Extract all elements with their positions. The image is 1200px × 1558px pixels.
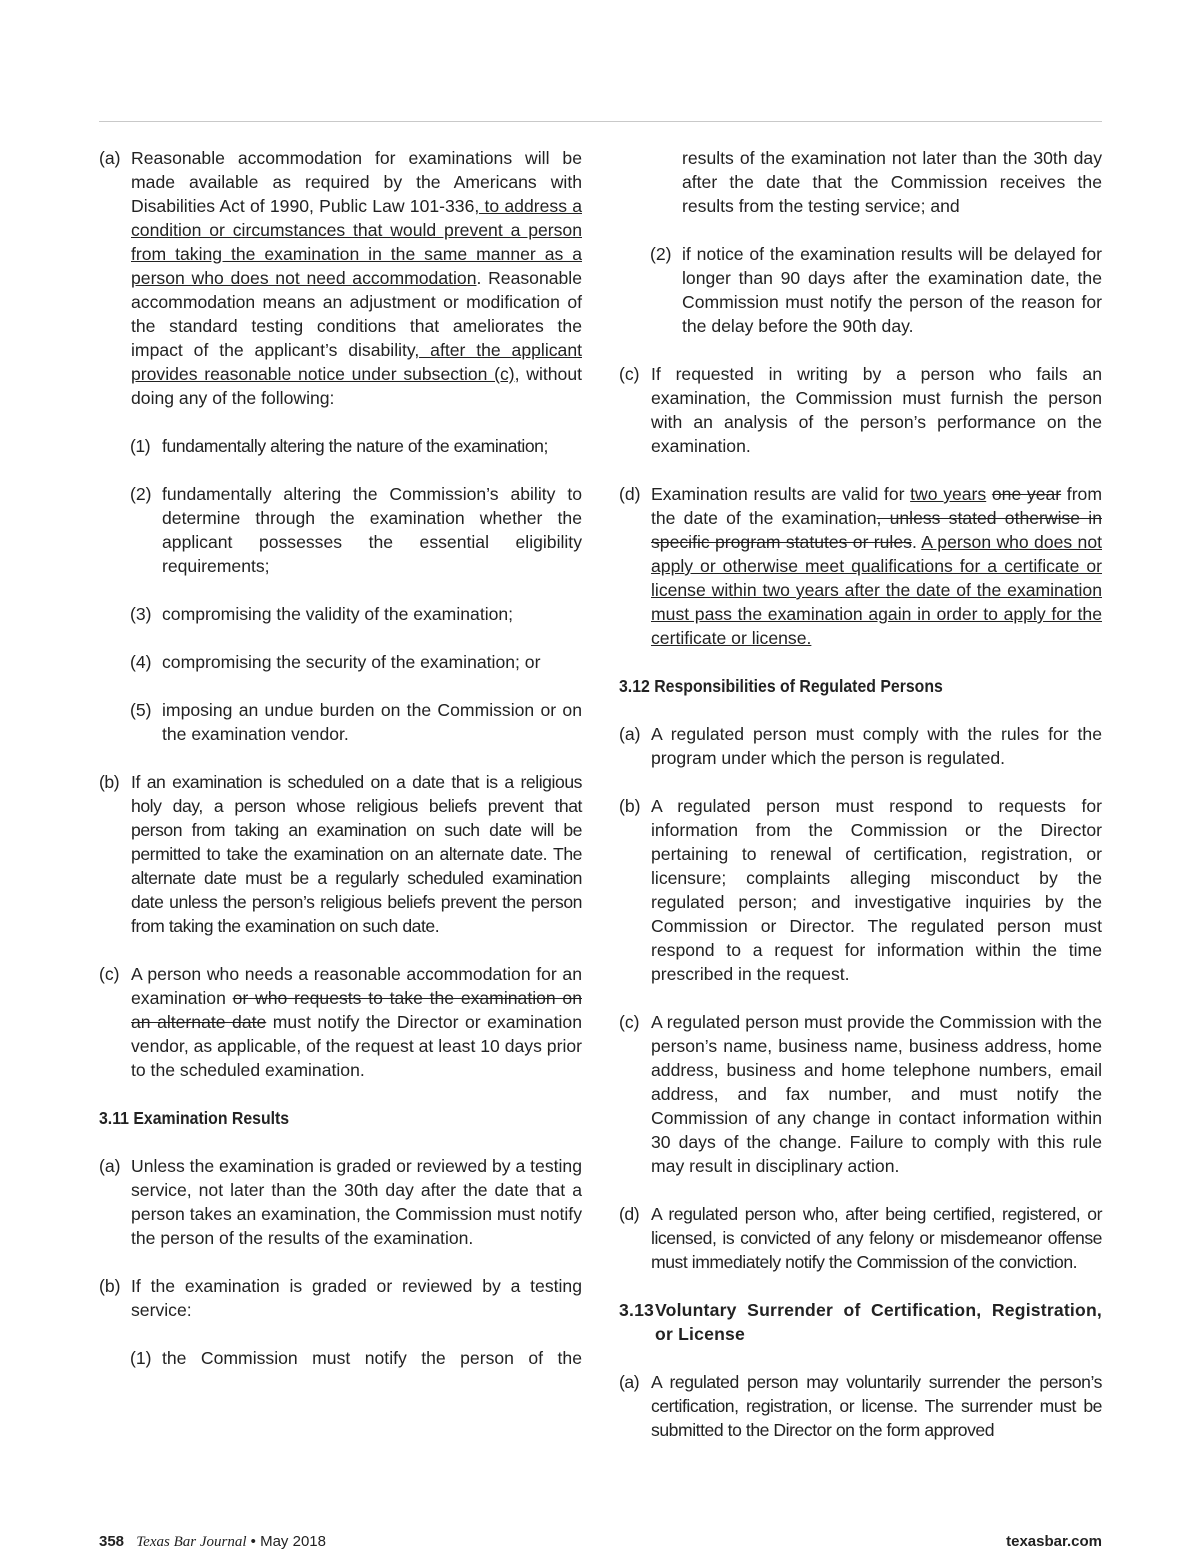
item-text: fundamentally altering the Commission’s ability to determine through the examination whether the applicant possesses the essential eligibility requirements; — [162, 484, 582, 576]
paragraph-3-11-d — [619, 482, 1102, 650]
subitem-3 — [99, 602, 582, 626]
item-text: If the examination is graded or reviewed by a testing service: — [131, 1276, 582, 1320]
deleted-text: , unless stated otherwise in specific program statutes or rules — [651, 508, 1102, 552]
section-heading-3-12: 3.12 Responsibilities of Regulated Persons — [619, 676, 943, 696]
item-label: (b) — [99, 1276, 121, 1296]
paragraph-3-12-c — [619, 1010, 1102, 1178]
item-label: (4) — [130, 652, 152, 672]
header-rule — [99, 121, 1102, 122]
item-label: (b) — [99, 772, 120, 792]
subitem-3-11-b-2 — [619, 242, 1102, 338]
inserted-text: A person who does not apply or otherwise meet qualifications for a certificate or license within two years after the date of the examination must pass the examination again in order to apply for the certificate or license. — [651, 532, 1103, 648]
subitem-4 — [99, 650, 582, 674]
issue-date: May 2018 — [260, 1533, 326, 1550]
item-label: (c) — [619, 364, 640, 384]
bullet-separator: • — [250, 1533, 256, 1550]
item-label: (a) — [619, 1372, 640, 1392]
paragraph-3-13-a — [619, 1370, 1102, 1442]
text: must notify the Director or examination vendor, as applicable, of the request at least 10 days prior to the scheduled examination. — [131, 1012, 582, 1080]
text: . — [911, 532, 922, 552]
text: A person who needs a reasonable accommodation for an examination — [131, 964, 582, 1008]
page-number: 358 — [99, 1533, 125, 1550]
subitem-5 — [99, 698, 582, 746]
journal-title: Texas Bar Journal — [136, 1534, 247, 1550]
text: without doing any of the following: — [131, 364, 582, 408]
item-label: (2) — [650, 244, 672, 264]
section-title: Voluntary Surrender of Certification, Registration, or License — [655, 1300, 1102, 1344]
item-label: (2) — [130, 484, 152, 504]
text: . Reasonable accommodation means an adjustment or modification of the standard testing conditions that ameliorates the impact of the applicant’s disability — [131, 268, 582, 360]
item-text: A regulated person must comply with the rules for the program under which the person is regulated. — [651, 724, 1102, 768]
subitem-1 — [99, 434, 582, 458]
item-label: (c) — [619, 1012, 640, 1032]
item-text: if notice of the examination results will be delayed for longer than 90 days after the examination date, the Commission must notify the person of the reason for the delay before the 90th day. — [682, 244, 1102, 336]
item-text: If requested in writing by a person who fails an examination, the Commission must furnish the person with an analysis of the person’s performance on the examination. — [651, 364, 1102, 456]
item-label: (3) — [130, 604, 152, 624]
text: Examination results are valid for — [651, 484, 911, 504]
item-text: A regulated person must respond to requests for information from the Commission or the Director pertaining to renewal of certification, registration, or licensure; complaints alleging misconduct by the regulated person; and investigative inquiries by the Commission or Director. The regulated person must respond to a request for information within the time prescribed in the request. — [651, 796, 1102, 984]
left-column — [99, 146, 582, 1394]
paragraph-3-11-b — [99, 1274, 582, 1322]
paragraph-a-accommodation — [99, 146, 582, 410]
subitem-3-11-b-1 — [99, 1346, 582, 1370]
footer-left — [99, 1531, 326, 1553]
item-text: If an examination is scheduled on a date that is a religious holy day, a person whose religious beliefs prevent that person from taking an examination on such date will be permitted to take the examination on an alternate date. The alternate date must be a regularly scheduled examination date unless the person’s religious beliefs prevent the person from taking the examination on such date. — [131, 772, 582, 936]
item-label: (b) — [619, 796, 641, 816]
footer-site-link[interactable]: texasbar.com — [1006, 1533, 1102, 1550]
item-label: (c) — [99, 964, 120, 984]
item-text: A regulated person who, after being certified, registered, or licensed, is convicted of any felony or misdemeanor offense must immediately notify the Commission of the conviction. — [651, 1204, 1102, 1272]
inserted-text: two years — [910, 484, 987, 504]
item-label: (d) — [619, 1204, 640, 1224]
paragraph-3-12-a — [619, 722, 1102, 770]
item-label: (a) — [99, 148, 121, 168]
inserted-text: , after the applicant provides reasonable notice under subsection (c), — [131, 340, 582, 384]
text: from the date of the examination — [651, 484, 1102, 528]
right-column — [619, 146, 1102, 1466]
item-text: A regulated person may voluntarily surrender the person’s certification, registration, or license. The surrender must be submitted to the Director on the form approved — [651, 1372, 1102, 1440]
inserted-text: , to address a condition or circumstances that would prevent a person from taking the examination in the same manner as a person who does not need accommodation — [131, 196, 582, 288]
item-text: compromising the security of the examination; or — [162, 652, 541, 672]
paragraph-c-notice — [99, 962, 582, 1082]
item-label: (a) — [619, 724, 641, 744]
item-label: (5) — [130, 700, 152, 720]
paragraph-3-12-b — [619, 794, 1102, 986]
item-text: A regulated person must provide the Commission with the person’s name, business name, business address, home address, business and home telephone numbers, email address, and fax number, and must notify the Commission of any change in contact information within 30 days of the change. Failure to comply with this rule may result in disciplinary action. — [651, 1012, 1102, 1176]
item-label: (1) — [130, 1348, 152, 1368]
section-heading-3-13 — [619, 1298, 1102, 1346]
paragraph-b-religious-holy-day — [99, 770, 582, 938]
item-text: imposing an undue burden on the Commission or on the examination vendor. — [162, 700, 582, 744]
text: Reasonable accommodation for examinations will be made available as required by the Americans with Disabilities Act of 1990, Public Law 101-336 — [131, 148, 582, 216]
item-label: (d) — [619, 484, 641, 504]
item-text: fundamentally altering the nature of the examination; — [162, 436, 548, 456]
item-label: (a) — [99, 1156, 121, 1176]
subitem-3-11-b-1-continued: results of the examination not later than the 30th day after the date that the Commission receives the results from the testing service; and — [682, 148, 1102, 216]
item-text: Unless the examination is graded or reviewed by a testing service, not later than the 30th day after the date that a person takes an examination, the Commission must notify the person of the results of the examination. — [131, 1156, 582, 1248]
item-text: the Commission must notify the person of the — [162, 1348, 582, 1368]
item-text: compromising the validity of the examination; — [162, 604, 514, 624]
paragraph-3-11-a — [99, 1154, 582, 1250]
section-number: 3.13 — [619, 1300, 655, 1320]
section-heading-3-11: 3.11 Examination Results — [99, 1108, 290, 1128]
subitem-2 — [99, 482, 582, 578]
paragraph-3-12-d — [619, 1202, 1102, 1274]
deleted-text: one year — [991, 484, 1062, 504]
item-label: (1) — [130, 436, 151, 456]
deleted-text: or who requests to take the examination on an alternate date — [131, 988, 582, 1032]
paragraph-3-11-c — [619, 362, 1102, 458]
